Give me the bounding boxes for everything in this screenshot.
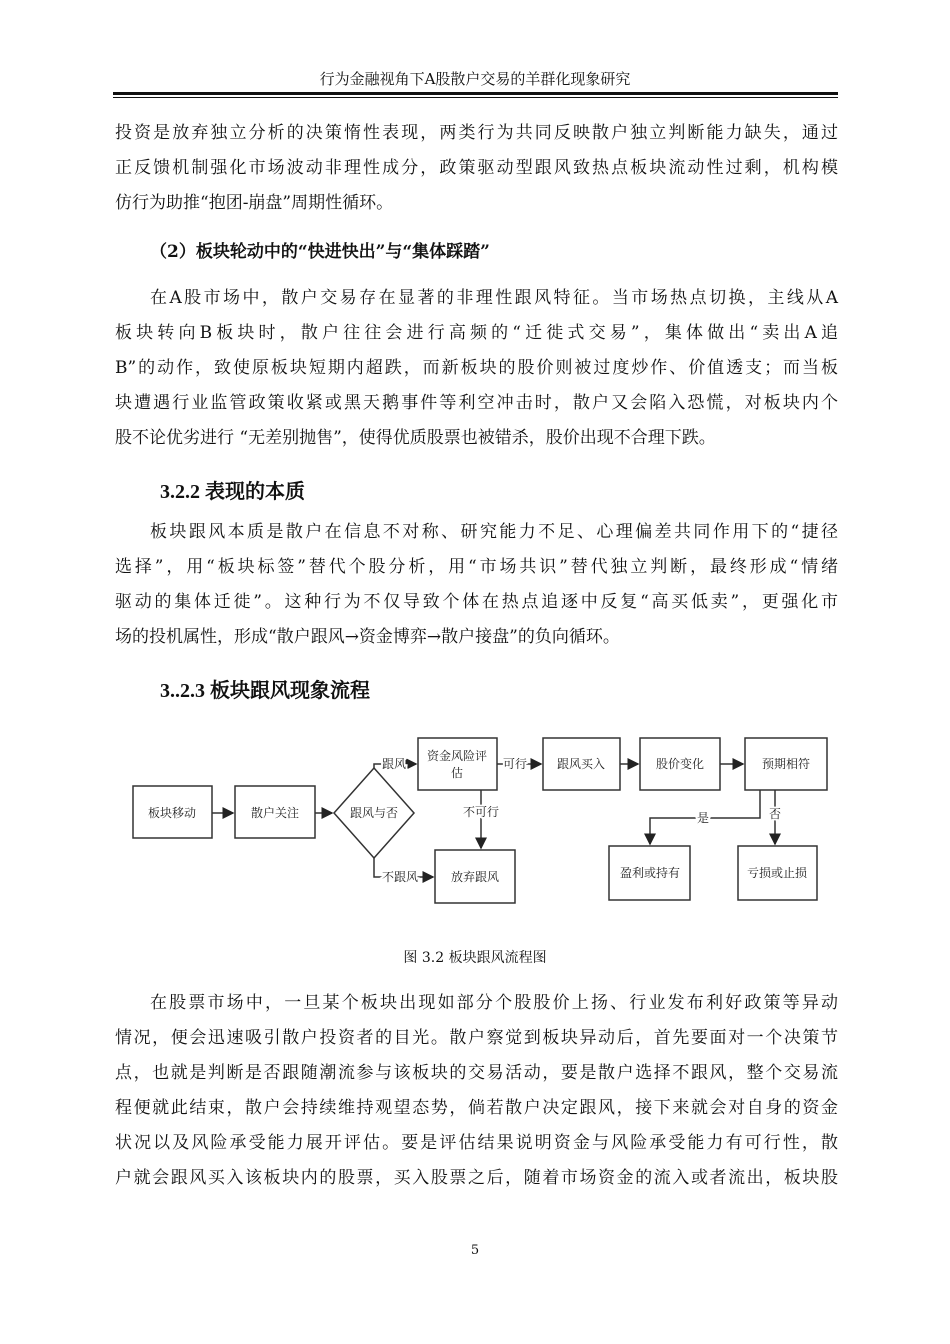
- section-heading: 3.2.2 表现的本质: [160, 481, 305, 503]
- running-header: 行为金融视角下A股散户交易的羊群化现象研究: [319, 70, 631, 88]
- text-line: 投资是放弃独立分析的决策惰性表现，两类行为共同反映散户独立判断能力缺失，通过: [115, 123, 838, 143]
- node-label: 资金风险评: [426, 749, 488, 763]
- node-label: 盈利或持有: [619, 866, 681, 880]
- node-label: 股价变化: [655, 757, 705, 771]
- edge-label: 是: [696, 811, 710, 825]
- text-line: 板块跟风本质是散户在信息不对称、研究能力不足、心理偏差共同作用下的“捷径: [150, 522, 838, 542]
- text-line: 股不论优劣进行 “无差别抛售”，使得优质股票也被错杀，股价出现不合理下跌。: [115, 428, 716, 448]
- text-line: 点，也就是判断是否跟随潮流参与该板块的交易活动，要是散户选择不跟风，整个交易流: [115, 1063, 838, 1083]
- node-label: 板块移动: [147, 806, 197, 820]
- text-line: 在股票市场中，一旦某个板块出现如部分个股股价上扬、行业发布利好政策等异动: [150, 993, 838, 1013]
- node-label: 亏损或止损: [746, 866, 808, 880]
- text-line: 场的投机属性，形成“散户跟风→资金博弈→散户接盘”的负向循环。: [115, 627, 620, 647]
- node-label: 预期相符: [761, 757, 811, 771]
- edge-label: 不跟风: [381, 870, 419, 884]
- figure-caption: 图 3.2 板块跟风流程图: [403, 950, 547, 966]
- edge-label: 可行: [502, 757, 528, 771]
- text-line: 驱动的集体迁徙”。这种行为不仅导致个体在热点追逐中反复“高买低卖”，更强化市: [115, 592, 838, 612]
- page-number: 5: [470, 1243, 480, 1258]
- text-line: 块遭遇行业监管政策收紧或黑天鹅事件等利空冲击时，散户又会陷入恐慌，对板块内个: [115, 393, 838, 413]
- text-line: 程便就此结束，散户会持续维持观望态势，倘若散户决定跟风，接下来就会对自身的资金: [115, 1098, 838, 1118]
- node-label: 放弃跟风: [450, 870, 500, 884]
- node-label: 跟风与否: [349, 806, 399, 820]
- node-label: 跟风买入: [556, 757, 606, 771]
- subheading: （2）板块轮动中的“快进快出”与“集体踩踏”: [150, 242, 490, 262]
- text-line: 情况，便会迅速吸引散户投资者的目光。散户察觉到板块异动后，首先要面对一个决策节: [115, 1028, 838, 1048]
- text-line: 在A股市场中，散户交易存在显著的非理性跟风特征。当市场热点切换，主线从A: [150, 288, 838, 308]
- text-line: 状况以及风险承受能力展开评估。要是评估结果说明资金与风险承受能力有可行性，散: [115, 1133, 838, 1153]
- node-risk-assessment: [418, 738, 497, 790]
- edge-label: 否: [768, 807, 782, 821]
- node-label: 估: [450, 766, 464, 780]
- edge-label: 不可行: [462, 805, 500, 819]
- section-heading: 3..2.3 板块跟风现象流程: [160, 680, 370, 702]
- node-label: 散户关注: [250, 806, 300, 820]
- text-line: 板块转向B板块时，散户往往会进行高频的“迁徙式交易”，集体做出“卖出A追: [115, 323, 838, 343]
- text-line: 仿行为助推“抱团-崩盘”周期性循环。: [115, 193, 394, 213]
- text-line: 正反馈机制强化市场波动非理性成分，政策驱动型跟风致热点板块流动性过剩，机构模: [115, 158, 838, 178]
- text-line: 选择”，用“板块标签”替代个股分析，用“市场共识”替代独立判断，最终形成“情绪: [115, 557, 838, 577]
- edge-label: 跟风: [381, 757, 407, 771]
- text-line: 户就会跟风买入该板块内的股票，买入股票之后，随着市场资金的流入或者流出，板块股: [115, 1168, 838, 1188]
- text-line: B”的动作，致使原板块短期内超跌，而新板块的股价则被过度炒作、价值透支；而当板: [115, 358, 838, 378]
